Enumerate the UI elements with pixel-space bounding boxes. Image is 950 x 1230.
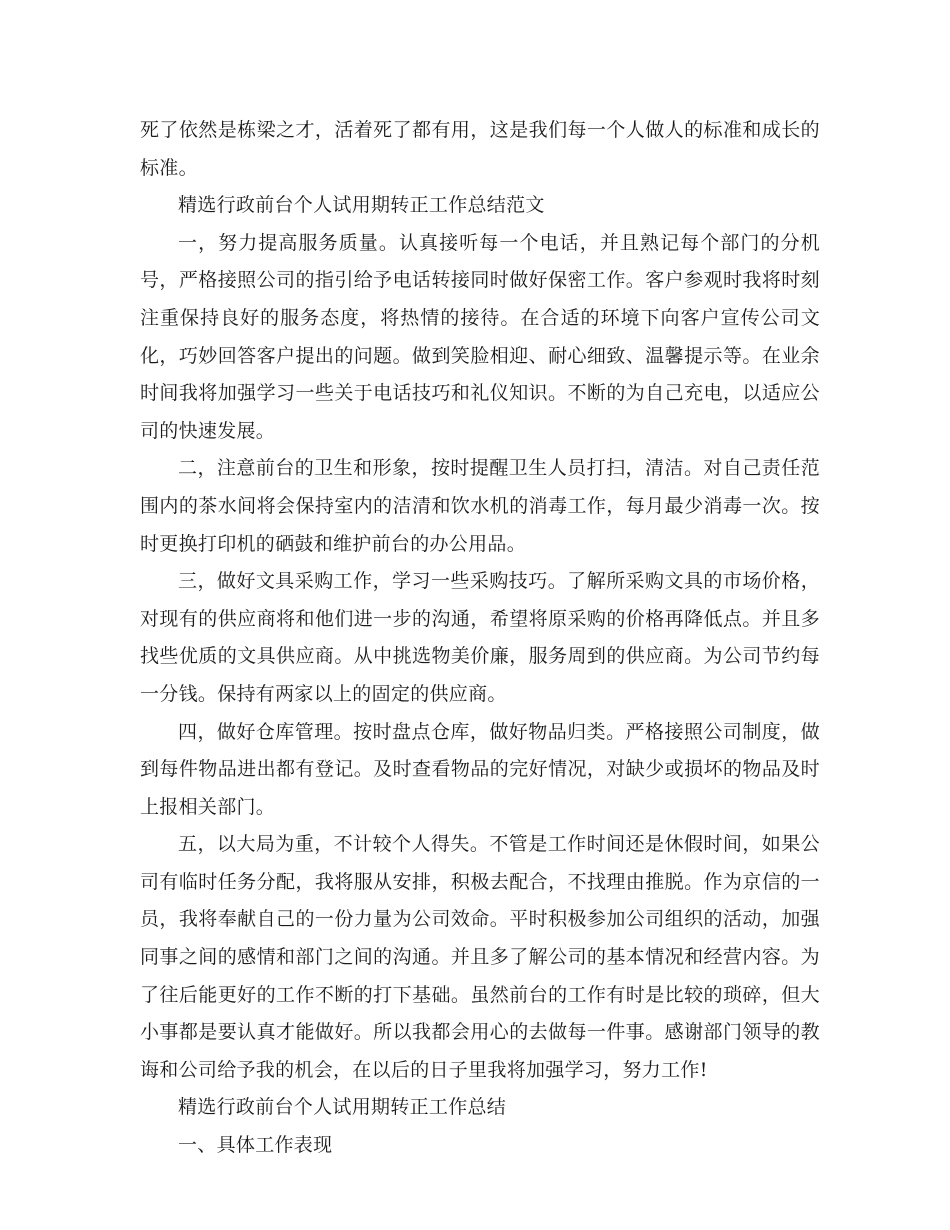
section-heading: 精选行政前台个人试用期转正工作总结 bbox=[178, 1096, 507, 1119]
paragraph-continuation: 死了依然是栋梁之才，活着死了都有用，这是我们每一个人做人的标准和成长的标准。 bbox=[140, 119, 820, 179]
paragraph: 一，努力提高服务质量。认真接听每一个电话，并且熟记每个部门的分机号，严格接照公司的指引给予电话转接同时做好保密工作。客户参观时我将时刻注重保持良好的服务态度，将热情的接待。在合适的环境下向客户宣传公司文化，巧妙回答客户提出的问题。做到笑脸相迎、耐心细致、温馨提示等。在业余时间我将加强学习一些关于电话技巧和礼仪知识。不断的为自己充电，以适应公司的快速发展。 bbox=[140, 231, 820, 442]
subsection-heading: 一、具体工作表现 bbox=[178, 1134, 333, 1157]
paragraph: 五，以大局为重，不计较个人得失。不管是工作时间还是休假时间，如果公司有临时任务分配，我将服从安排，积极去配合，不找理由推脱。作为京信的一员，我将奉献自己的一份力量为公司效命。平时积极参加公司组织的活动，加强同事之间的感情和部门之间的沟通。并且多了解公司的基本情况和经营内容。为了往后能更好的工作不断的打下基础。虽然前台的工作有时是比较的琐碎，但大小事都是要认真才能做好。所以我都会用心的去做每一件事。感谢部门领导的教诲和公司给予我的机会，在以后的日子里我将加强学习，努力工作! bbox=[140, 833, 820, 1081]
paragraph: 三，做好文具采购工作，学习一些采购技巧。了解所采购文具的市场价格，对现有的供应商将和他们进一步的沟通，希望将原采购的价格再降低点。并且多找些优质的文具供应商。从中挑选物美价廉，服务周到的供应商。为公司节约每一分钱。保持有两家以上的固定的供应商。 bbox=[140, 570, 820, 705]
document-body bbox=[140, 112, 820, 1165]
paragraph: 二，注意前台的卫生和形象，按时提醒卫生人员打扫，清洁。对自己责任范围内的茶水间将会保持室内的洁清和饮水机的消毒工作，每月最少消毒一次。按时更换打印机的硒鼓和维护前台的办公用品。 bbox=[140, 457, 820, 555]
paragraph: 四，做好仓库管理。按时盘点仓库，做好物品归类。严格接照公司制度，做到每件物品进出都有登记。及时查看物品的完好情况，对缺少或损坏的物品及时上报相关部门。 bbox=[140, 720, 820, 818]
section-heading: 精选行政前台个人试用期转正工作总结范文 bbox=[178, 194, 545, 217]
